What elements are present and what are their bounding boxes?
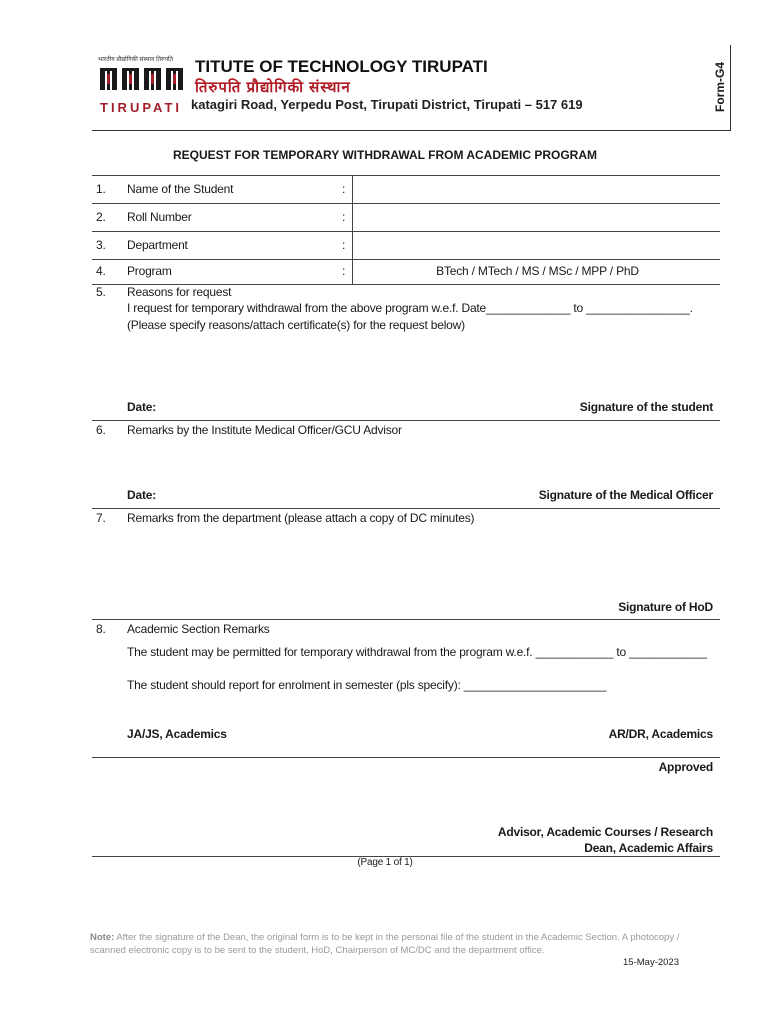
note-label: Note:: [90, 932, 115, 943]
page-number: (Page 1 of 1): [357, 857, 413, 868]
institute-address: katagiri Road, Yerpedu Post, Tirupati District, Tirupati – 517 619: [191, 97, 583, 112]
section5-date-label: Date:: [127, 400, 157, 414]
section5-instruction: (Please specify reasons/attach certificate(s) for the request below): [127, 318, 465, 332]
note-text: After the signature of the Dean, the original form is to be kept in the personal file of the student in the Academic Section. A photocopy / scanned electronic copy is to be sent to the student, HoD, Chairperson of MC/DC and the department office.: [90, 932, 680, 956]
field-colon: :: [342, 182, 346, 196]
section8-enrolment-line: The student should report for enrolment in semester (pls specify): ______________________: [127, 678, 607, 692]
advisor-signature-label: Advisor, Academic Courses / Research: [497, 825, 713, 839]
form-title: REQUEST FOR TEMPORARY WITHDRAWAL FROM ACADEMIC PROGRAM: [173, 148, 597, 162]
form-code-label: Form-G4: [713, 62, 727, 113]
hod-signature-label: Signature of HoD: [618, 600, 713, 614]
table-divider: [352, 175, 353, 284]
section-rule: [92, 420, 720, 421]
section6-title: Remarks by the Institute Medical Officer/GCU Advisor: [127, 423, 402, 437]
student-name-field[interactable]: [360, 182, 715, 200]
form-date: 15-May-2023: [623, 957, 679, 968]
table-row-rule: [92, 203, 720, 204]
logo-word: TIRUPATI: [100, 100, 183, 115]
medical-officer-signature-label: Signature of the Medical Officer: [538, 488, 713, 502]
field-colon: :: [342, 238, 346, 252]
form-code: [690, 60, 750, 120]
section7-title: Remarks from the department (please attach a copy of DC minutes): [127, 511, 475, 525]
field-label-roll: Roll Number: [127, 210, 192, 224]
section-rule: [92, 619, 720, 620]
section-num: 5.: [96, 285, 106, 299]
institute-hindi-title: तिरुपति प्रौद्योगिकी संस्थान: [195, 79, 351, 96]
roll-number-field[interactable]: [360, 210, 715, 228]
student-signature-label: Signature of the student: [579, 400, 713, 414]
section5-title: Reasons for request: [127, 285, 232, 299]
table-top-rule: [92, 175, 720, 176]
field-label-department: Department: [127, 238, 188, 252]
section-num: 7.: [96, 511, 106, 525]
logo-hindi-text: भारतीय प्रौद्योगिकी संस्थान तिरुपति: [98, 57, 174, 63]
field-num: 3.: [96, 238, 106, 252]
ar-dr-signature-label: AR/DR, Academics: [608, 727, 713, 741]
approved-label: Approved: [658, 760, 713, 774]
dean-signature-label: Dean, Academic Affairs: [584, 841, 713, 855]
field-num: 1.: [96, 182, 106, 196]
section8-title: Academic Section Remarks: [127, 622, 270, 636]
field-colon: :: [342, 210, 346, 224]
field-colon: :: [342, 264, 346, 278]
section-num: 6.: [96, 423, 106, 437]
section5-request-line: I request for temporary withdrawal from the above program w.e.f. Date_____________ to ________________.: [127, 301, 693, 315]
section-num: 8.: [96, 622, 106, 636]
field-label-program: Program: [127, 264, 172, 278]
field-num: 4.: [96, 264, 106, 278]
ja-js-signature-label: JA/JS, Academics: [127, 727, 227, 741]
table-row-rule: [92, 231, 720, 232]
field-num: 2.: [96, 210, 106, 224]
program-options[interactable]: BTech / MTech / MS / MSc / MPP / PhD: [436, 264, 639, 278]
field-label-name: Name of the Student: [127, 182, 234, 196]
footer-note: [90, 931, 690, 957]
section6-date-label: Date:: [127, 488, 157, 502]
institute-title: TITUTE OF TECHNOLOGY TIRUPATI: [195, 57, 488, 76]
department-field[interactable]: [360, 238, 715, 256]
section-rule: [92, 508, 720, 509]
section-rule: [92, 757, 720, 758]
section8-permission-line: The student may be permitted for temporary withdrawal from the program w.e.f. ____________ to ____________: [127, 645, 707, 659]
table-row-rule: [92, 259, 720, 260]
